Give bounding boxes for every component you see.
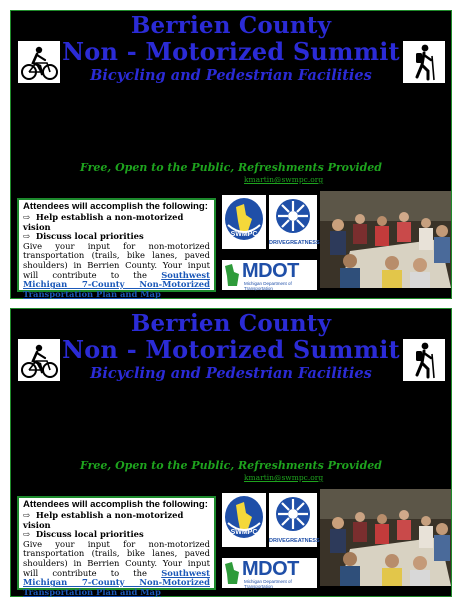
body-text: Give your input for non-motorized transportation (trails, bike lanes, paved shoulders) in Berrien County. Your input will contribute to the Southwest Michigan 7-County Non-Motorized Transportation Plan and Map. bbox=[23, 240, 210, 299]
swmpc-logo bbox=[222, 195, 266, 249]
bullet-item: ⇨ Help establish a non-motorized vision bbox=[23, 212, 184, 232]
flyer-card-top bbox=[10, 10, 452, 299]
tagline: Free, Open to the Public, Refreshments Provided bbox=[80, 161, 382, 174]
bicycle-icon bbox=[18, 339, 60, 381]
bullet-item: ⇨ Discuss local priorities bbox=[23, 529, 144, 540]
drive-greatness-logo bbox=[269, 493, 320, 547]
mdot-logo bbox=[222, 260, 317, 290]
plan-link[interactable]: Southwest Michigan 7-County Non-Motorized Transportation Plan and Map bbox=[23, 567, 210, 597]
flyer-card-bottom bbox=[10, 308, 452, 597]
bullet-item: ⇨ Discuss local priorities bbox=[23, 231, 144, 242]
bullet-item: ⇨ Help establish a non-motorized vision bbox=[23, 510, 184, 530]
meeting-photo bbox=[320, 489, 451, 586]
plan-link[interactable]: Southwest Michigan 7-County Non-Motorized Transportation Plan and Map bbox=[23, 269, 210, 299]
mdot-subtext: Michigan Department of Transportation bbox=[244, 281, 292, 291]
drive-greatness-text: DRIVEGREATNESS bbox=[269, 240, 320, 246]
body-text: Give your input for non-motorized transportation (trails, bike lanes, paved shoulders) in Berrien County. Your input will contribute to the Southwest Michigan 7-County Non-Motorized Transportation Plan and Map. bbox=[23, 538, 210, 597]
mdot-subtext: Michigan Department of Transportation bbox=[244, 579, 292, 589]
mdot-logo bbox=[222, 558, 317, 588]
mdot-wordmark: MDOT bbox=[242, 260, 299, 282]
title-line-2: Non - Motorized Summit bbox=[62, 335, 400, 364]
swmpc-logo-text: SWMPC bbox=[230, 529, 258, 536]
attendees-heading: Attendees will accomplish the following: bbox=[23, 201, 208, 212]
mdot-wordmark: MDOT bbox=[242, 558, 299, 580]
drive-greatness-text: DRIVEGREATNESS bbox=[269, 538, 320, 544]
drive-greatness-logo bbox=[269, 195, 320, 249]
bicycle-icon bbox=[18, 41, 60, 83]
subtitle: Bicycling and Pedestrian Facilities bbox=[90, 365, 372, 382]
hiker-icon bbox=[403, 41, 445, 83]
title-line-1: Berrien County bbox=[130, 12, 332, 39]
attendees-info-box bbox=[17, 496, 216, 597]
tagline: Free, Open to the Public, Refreshments Provided bbox=[80, 459, 382, 472]
attendees-heading: Attendees will accomplish the following: bbox=[23, 499, 208, 510]
contact-email-link[interactable]: kmartin@swmpc.org bbox=[244, 175, 324, 184]
attendees-info-box bbox=[17, 198, 216, 299]
subtitle: Bicycling and Pedestrian Facilities bbox=[90, 67, 372, 84]
contact-email-link[interactable]: kmartin@swmpc.org bbox=[244, 473, 324, 482]
hiker-icon bbox=[403, 339, 445, 381]
meeting-photo bbox=[320, 191, 451, 288]
title-line-1: Berrien County bbox=[130, 310, 332, 337]
swmpc-logo-text: SWMPC bbox=[230, 231, 258, 238]
title-line-2: Non - Motorized Summit bbox=[62, 37, 400, 66]
swmpc-logo bbox=[222, 493, 266, 547]
